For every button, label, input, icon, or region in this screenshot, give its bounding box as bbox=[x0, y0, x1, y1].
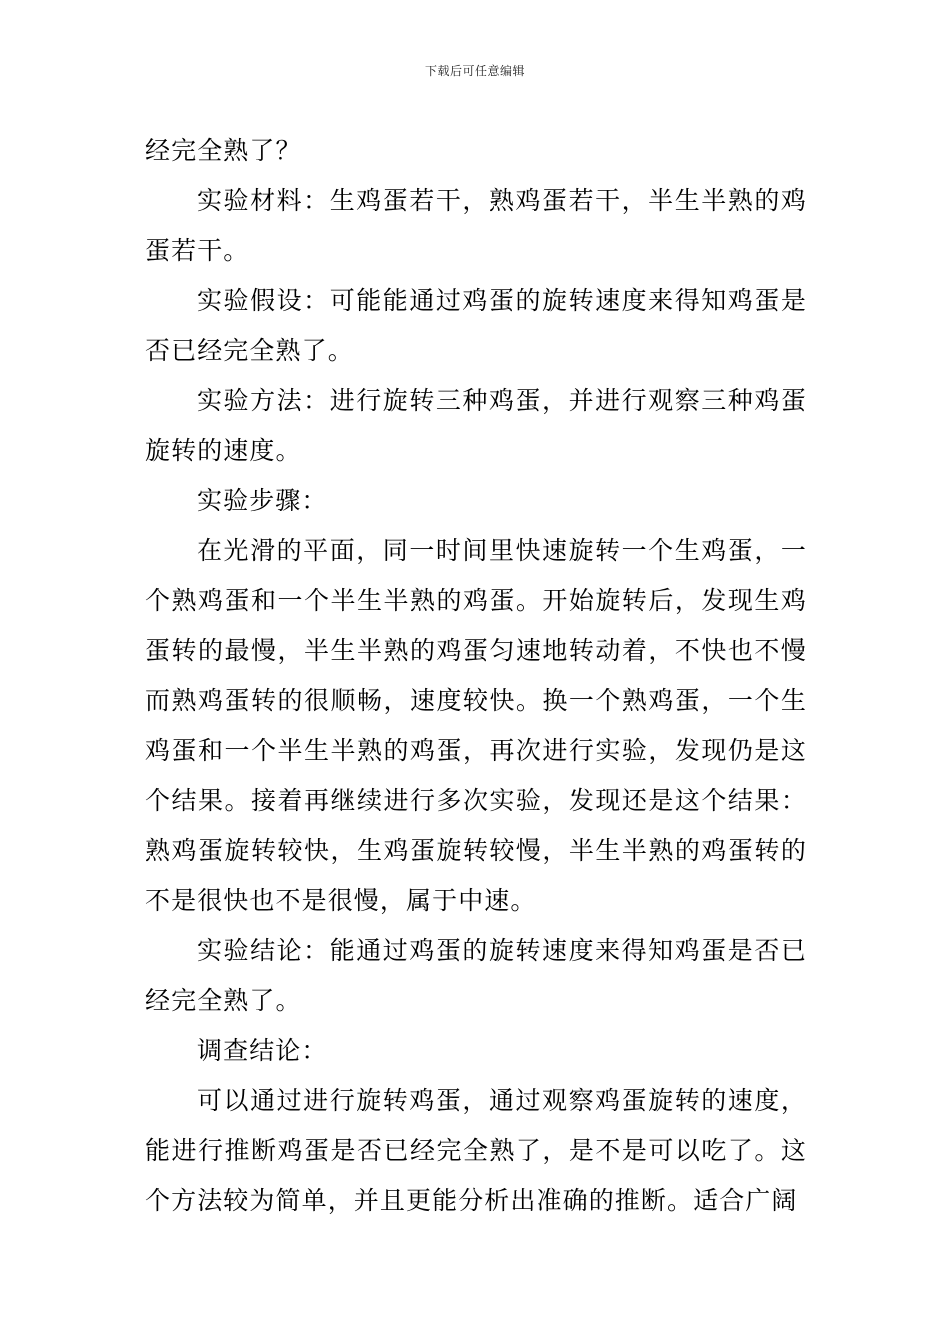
paragraph-method: 实验方法：进行旋转三种鸡蛋，并进行观察三种鸡蛋旋转的速度。 bbox=[145, 386, 807, 465]
paragraph-experiment-conclusion: 实验结论：能通过鸡蛋的旋转速度来得知鸡蛋是否已经完全熟了。 bbox=[145, 936, 807, 1015]
paragraph-hypothesis: 实验假设：可能能通过鸡蛋的旋转速度来得知鸡蛋是否已经完全熟了。 bbox=[145, 286, 807, 365]
paragraph-continuation: 经完全熟了？ bbox=[145, 136, 302, 165]
paragraph-survey-body: 可以通过进行旋转鸡蛋，通过观察鸡蛋旋转的速度，能进行推断鸡蛋是否已经完全熟了，是不是可以吃了。这个方法较为简单，并且更能分析出准确的推断。适合广阔 bbox=[145, 1086, 807, 1215]
document-body bbox=[145, 126, 807, 1226]
paragraph-materials: 实验材料：生鸡蛋若干，熟鸡蛋若干，半生半熟的鸡蛋若干。 bbox=[145, 186, 807, 265]
paragraph-steps-body: 在光滑的平面，同一时间里快速旋转一个生鸡蛋，一个熟鸡蛋和一个半生半熟的鸡蛋。开始旋转后，发现生鸡蛋转的最慢，半生半熟的鸡蛋匀速地转动着，不快也不慢而熟鸡蛋转的很顺畅，速度较快。换一个熟鸡蛋，一个生鸡蛋和一个半生半熟的鸡蛋，再次进行实验，发现仍是这个结果。接着再继续进行多次实验，发现还是这个结果：熟鸡蛋旋转较快，生鸡蛋旋转较慢，半生半熟的鸡蛋转的不是很快也不是很慢，属于中速。 bbox=[145, 536, 807, 915]
paragraph-survey-heading: 调查结论： bbox=[197, 1036, 328, 1065]
paragraph-steps-heading: 实验步骤： bbox=[197, 486, 328, 515]
page-header: 下载后可任意编辑 bbox=[424, 64, 525, 78]
